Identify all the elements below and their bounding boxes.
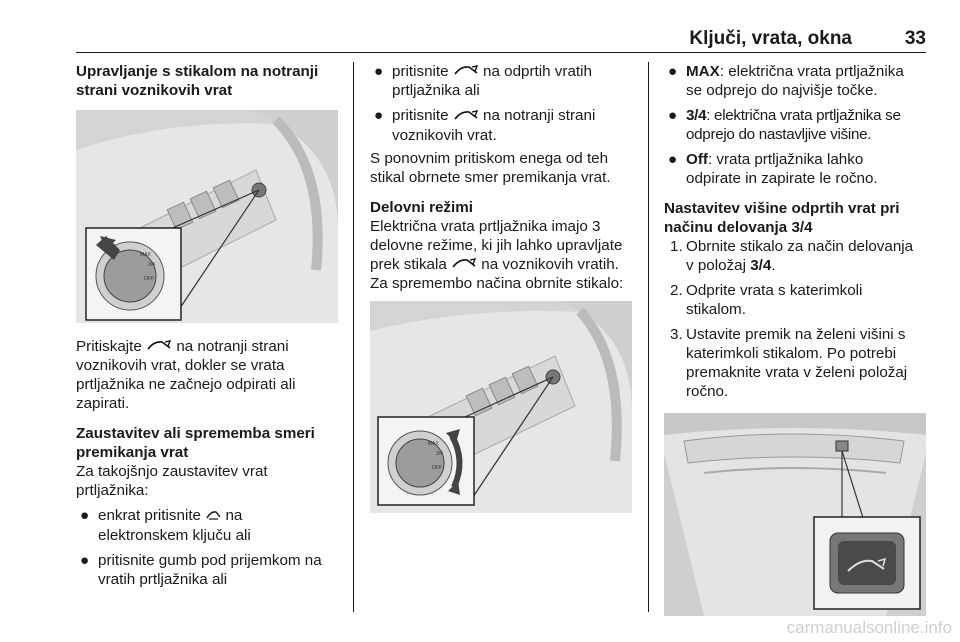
- paragraph-immediate-stop: Za takojšnjo zaustavitev vrat prtljažnika:: [76, 463, 268, 500]
- step-2: 2. Odprite vrata s katerimkoli stikalom.: [670, 282, 863, 318]
- bullet-key-press: ● enkrat pritisnite na elektronskem ključu ali: [80, 507, 251, 544]
- bullet-open-door-switch: ● pritisnite na odprtih vratih prtljažnika ali: [374, 63, 592, 100]
- dial-label-34: 3/4: [148, 262, 155, 268]
- column-2: [370, 62, 640, 513]
- step-1: 1. Obrnite stikalo za način delovanja v položaj 3/4.: [670, 238, 914, 274]
- paragraph-reverse-direction: S ponovnim pritiskom enega od teh stikal obrnete smer premikanja vrat.: [370, 149, 611, 186]
- column-divider-2: [648, 62, 649, 612]
- dial-label-max: MAX: [140, 252, 151, 258]
- column-3: [664, 62, 932, 616]
- dial-label-off: OFF: [144, 276, 154, 282]
- mode-max: ● MAX: električna vrata prtljažnika se odprejo do najvišje točke.: [668, 63, 904, 99]
- tailgate-icon: [453, 107, 479, 126]
- paragraph-press-switch: Pritiskajte na notranji strani voznikovih vrat, dokler se vrata prtljažnika ne začnejo odpirati ali zapirati.: [76, 338, 296, 413]
- figure-mode-dial: [370, 301, 632, 513]
- bullet-driver-door-switch: ● pritisnite na notranji strani voznikovih vrat.: [374, 107, 596, 144]
- dial-label-max: MAX: [428, 441, 439, 448]
- tailgate-illustration: [664, 413, 926, 616]
- heading-height-adjust: Nastavitev višine odprtih vrat pri načinu delovanja 3/4: [664, 200, 900, 236]
- tailgate-icon: [451, 255, 477, 274]
- door-panel-illustration: [76, 110, 338, 323]
- key-tailgate-icon: [205, 507, 221, 526]
- tailgate-icon: [146, 337, 172, 356]
- dial-label-off: OFF: [432, 465, 442, 472]
- figure-tailgate-switch: [664, 413, 926, 616]
- paragraph-operating-modes: Električna vrata prtljažnika imajo 3 delovne režime, ki jih lahko upravljate prek stikala na voznikovih vratih. Za spremembo načina obrnite stikalo:: [370, 217, 624, 293]
- heading-stop-change-direction: Zaustavitev ali sprememba smeri premikanja vrat: [76, 425, 315, 462]
- page-header: [76, 28, 926, 50]
- watermark: carmanualsonline.info: [786, 618, 952, 637]
- heading-operating-modes: Delovni režimi: [370, 198, 473, 216]
- bullet-handle-button: ● pritisnite gumb pod prijemkom na vratih prtljažnika ali: [80, 551, 322, 588]
- column-divider-1: [353, 62, 354, 612]
- mode-off: ● Off: vrata prtljažnika lahko odpirate in zapirate le ročno.: [668, 151, 878, 187]
- column-1: [76, 62, 346, 589]
- header-rule: [76, 52, 926, 53]
- mode-three-quarters: ● 3/4: električna vrata prtljažnika se odprejo do nastavljive višine.: [668, 107, 901, 143]
- mode-dial-illustration: [370, 301, 632, 513]
- dial-label-34: 3/4: [436, 451, 443, 458]
- heading-driver-door-switch: Upravljanje s stikalom na notranji strani voznikovih vrat: [76, 63, 319, 99]
- page-number: 33: [904, 28, 926, 49]
- step-3: 3. Ustavite premik na želeni višini s katerimkoli stikalom. Po potrebi premaknite vrata v želeni položaj ročno.: [670, 326, 908, 400]
- section-title: Ključi, vrata, okna: [689, 28, 852, 49]
- figure-driver-door-switch: [76, 110, 338, 323]
- tailgate-icon: [453, 62, 479, 81]
